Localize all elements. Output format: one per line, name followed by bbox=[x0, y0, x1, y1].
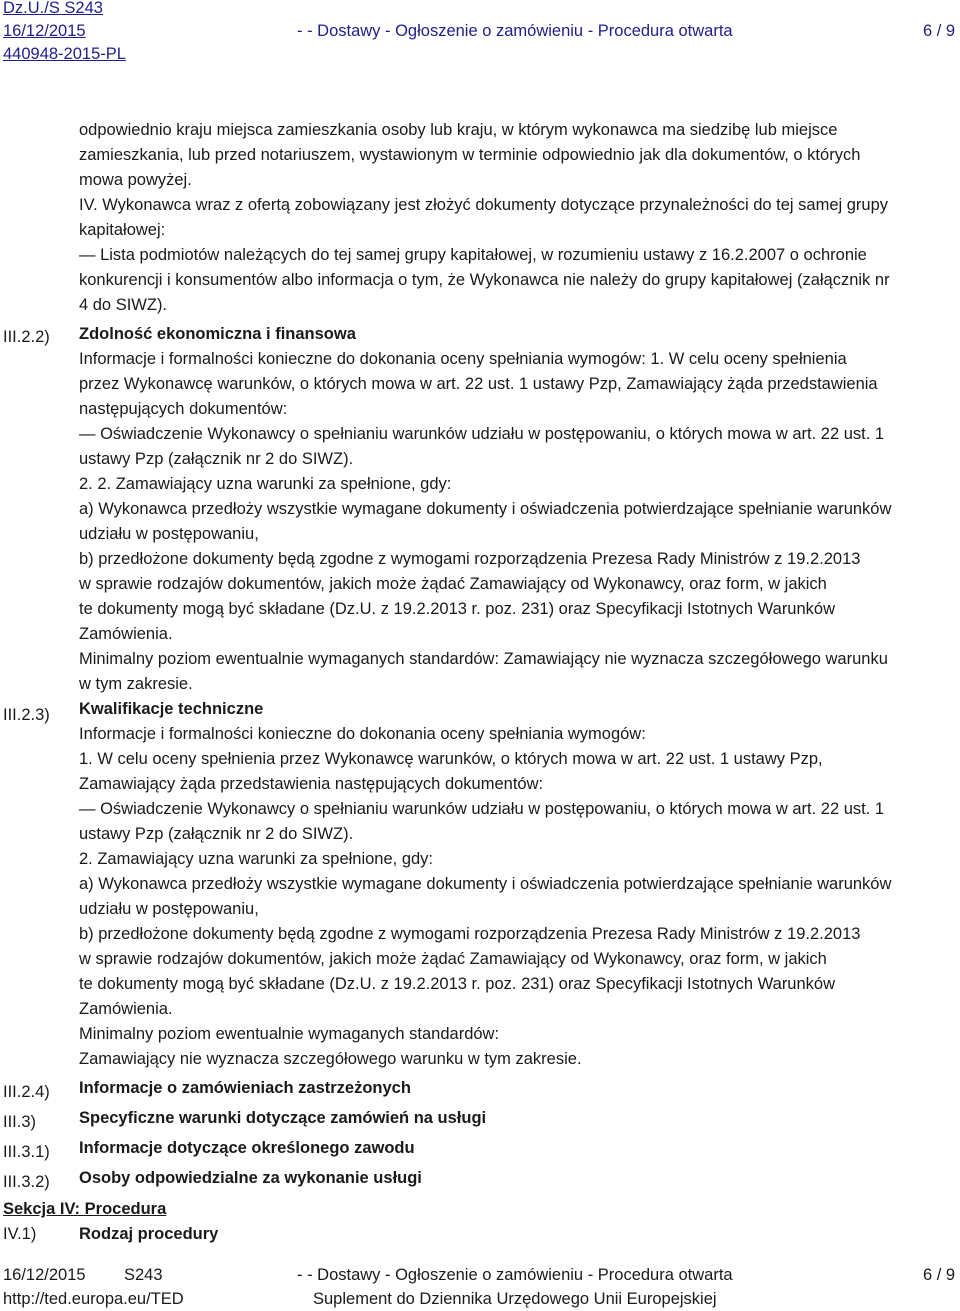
body-line: 2. 2. Zamawiający uzna warunki za spełnione, gdy: bbox=[79, 475, 452, 493]
body-line: Informacje i formalności konieczne do dokonania oceny spełniania wymogów: bbox=[79, 725, 646, 743]
footer-date: 16/12/2015 bbox=[3, 1266, 86, 1284]
body-line: te dokumenty mogą być składane (Dz.U. z 19.2.2013 r. poz. 231) oraz Specyfikacji Istotnych Warunków bbox=[79, 975, 836, 993]
page-footer bbox=[0, 1262, 960, 1311]
section-title-economic-capacity: Zdolność ekonomiczna i finansowa bbox=[79, 325, 356, 343]
body-line: kapitałowej: bbox=[79, 221, 166, 239]
body-line: odpowiednio kraju miejsca zamieszkania osoby lub kraju, w którym wykonawca ma siedzibę lub miejsce bbox=[79, 121, 838, 139]
body-line: Zamawiający nie wyznacza szczegółowego warunku w tym zakresie. bbox=[79, 1050, 582, 1068]
margin-label-iii-3: III.3) bbox=[3, 1113, 37, 1131]
header-title: - - Dostawy - Ogłoszenie o zamówieniu - Procedura otwarta bbox=[297, 22, 733, 40]
body-line: b) przedłożone dokumenty będą zgodne z wymogami rozporządzenia Prezesa Rady Ministrów z 19.2.2013 bbox=[79, 925, 861, 943]
body-line: Zamówienia. bbox=[79, 1000, 173, 1018]
body-line: udziału w postępowaniu, bbox=[79, 525, 259, 543]
body-line: te dokumenty mogą być składane (Dz.U. z 19.2.2013 r. poz. 231) oraz Specyfikacji Istotnych Warunków bbox=[79, 600, 836, 618]
body-line: ustawy Pzp (załącznik nr 2 do SIWZ). bbox=[79, 450, 354, 468]
section-title-responsible-staff: Osoby odpowiedzialne za wykonanie usługi bbox=[79, 1169, 422, 1187]
body-line: 2. Zamawiający uzna warunki za spełnione, gdy: bbox=[79, 850, 434, 868]
body-line: przez Wykonawcę warunków, o których mowa w art. 22 ust. 1 ustawy Pzp, Zamawiający żąda przedstawienia bbox=[79, 375, 878, 393]
body-line: — Oświadczenie Wykonawcy o spełnianiu warunków udziału w postępowaniu, o których mowa w art. 22 ust. 1 bbox=[79, 425, 885, 443]
notice-id-link[interactable]: 440948-2015-PL bbox=[3, 45, 126, 63]
section-title-technical-qualifications: Kwalifikacje techniczne bbox=[79, 700, 264, 718]
footer-series: S243 bbox=[124, 1266, 163, 1284]
section-title-service-conditions: Specyficzne warunki dotyczące zamówień na usługi bbox=[79, 1109, 487, 1127]
footer-supplement: Suplement do Dziennika Urzędowego Unii Europejskiej bbox=[313, 1290, 717, 1308]
body-line: a) Wykonawca przedłoży wszystkie wymagane dokumenty i oświadczenia potwierdzające spełnianie warunków bbox=[79, 500, 892, 518]
body-line: 4 do SIWZ). bbox=[79, 296, 168, 314]
body-line: konkurencji i konsumentów albo informacja o tym, że Wykonawca nie należy do grupy kapitałowej (załącznik nr bbox=[79, 271, 890, 289]
margin-label-iv-1: IV.1) bbox=[3, 1225, 37, 1243]
body-line: w sprawie rodzajów dokumentów, jakich może żądać Zamawiający od Wykonawcy, oraz form, w jakich bbox=[79, 575, 827, 593]
body-line: w sprawie rodzajów dokumentów, jakich może żądać Zamawiający od Wykonawcy, oraz form, w jakich bbox=[79, 950, 827, 968]
body-line: Informacje i formalności konieczne do dokonania oceny spełniania wymogów: 1. W celu oceny spełnienia bbox=[79, 350, 847, 368]
body-line: zamieszkania, lub przed notariuszem, wystawionym w terminie odpowiednio jak dla dokumentów, o których bbox=[79, 146, 861, 164]
body-line: Minimalny poziom ewentualnie wymaganych standardów: Zamawiający nie wyznacza szczegółowego warunku bbox=[79, 650, 888, 668]
footer-url: http://ted.europa.eu/TED bbox=[3, 1290, 184, 1308]
body-line: — Lista podmiotów należących do tej samej grupy kapitałowej, w rozumieniu ustawy z 16.2.2007 o ochronie bbox=[79, 246, 867, 264]
margin-label-iii-2-3: III.2.3) bbox=[3, 706, 50, 724]
page-header bbox=[0, 0, 960, 66]
header-page-number: 6 / 9 bbox=[923, 22, 956, 40]
margin-label-iii-3-1: III.3.1) bbox=[3, 1143, 50, 1161]
body-line: udziału w postępowaniu, bbox=[79, 900, 259, 918]
body-line: b) przedłożone dokumenty będą zgodne z wymogami rozporządzenia Prezesa Rady Ministrów z 19.2.2013 bbox=[79, 550, 861, 568]
section-iv-heading: Sekcja IV: Procedura bbox=[3, 1200, 167, 1218]
footer-title: - - Dostawy - Ogłoszenie o zamówieniu - Procedura otwarta bbox=[297, 1266, 733, 1284]
body-line: Zamawiający żąda przedstawienia następujących dokumentów: bbox=[79, 775, 544, 793]
iv1-row bbox=[3, 1222, 218, 1247]
document-body bbox=[79, 118, 955, 1191]
journal-reference-link[interactable]: Dz.U./S S243 bbox=[3, 0, 103, 17]
body-line: ustawy Pzp (załącznik nr 2 do SIWZ). bbox=[79, 825, 354, 843]
footer-page-number: 6 / 9 bbox=[923, 1266, 956, 1284]
body-line: IV. Wykonawca wraz z ofertą zobowiązany jest złożyć dokumenty dotyczące przynależności do tej samej grupy bbox=[79, 196, 889, 214]
body-line: Zamówienia. bbox=[79, 625, 173, 643]
margin-label-iii-2-2: III.2.2) bbox=[3, 328, 50, 346]
margin-label-iii-3-2: III.3.2) bbox=[3, 1173, 50, 1191]
body-line: a) Wykonawca przedłoży wszystkie wymagane dokumenty i oświadczenia potwierdzające spełnianie warunków bbox=[79, 875, 892, 893]
section-title-procedure-type: Rodzaj procedury bbox=[79, 1225, 219, 1243]
header-date-link[interactable]: 16/12/2015 bbox=[3, 22, 86, 40]
body-line: mowa powyżej. bbox=[79, 171, 192, 189]
body-line: 1. W celu oceny spełnienia przez Wykonawcę warunków, o których mowa w art. 22 ust. 1 ustawy Pzp, bbox=[79, 750, 823, 768]
body-line: Minimalny poziom ewentualnie wymaganych standardów: bbox=[79, 1025, 500, 1043]
body-line: — Oświadczenie Wykonawcy o spełnianiu warunków udziału w postępowaniu, o których mowa w art. 22 ust. 1 bbox=[79, 800, 885, 818]
margin-label-iii-2-4: III.2.4) bbox=[3, 1083, 50, 1101]
section-title-reserved-contracts: Informacje o zamówieniach zastrzeżonych bbox=[79, 1079, 411, 1097]
body-line: następujących dokumentów: bbox=[79, 400, 288, 418]
body-line: w tym zakresie. bbox=[79, 675, 193, 693]
section-title-profession-info: Informacje dotyczące określonego zawodu bbox=[79, 1139, 415, 1157]
